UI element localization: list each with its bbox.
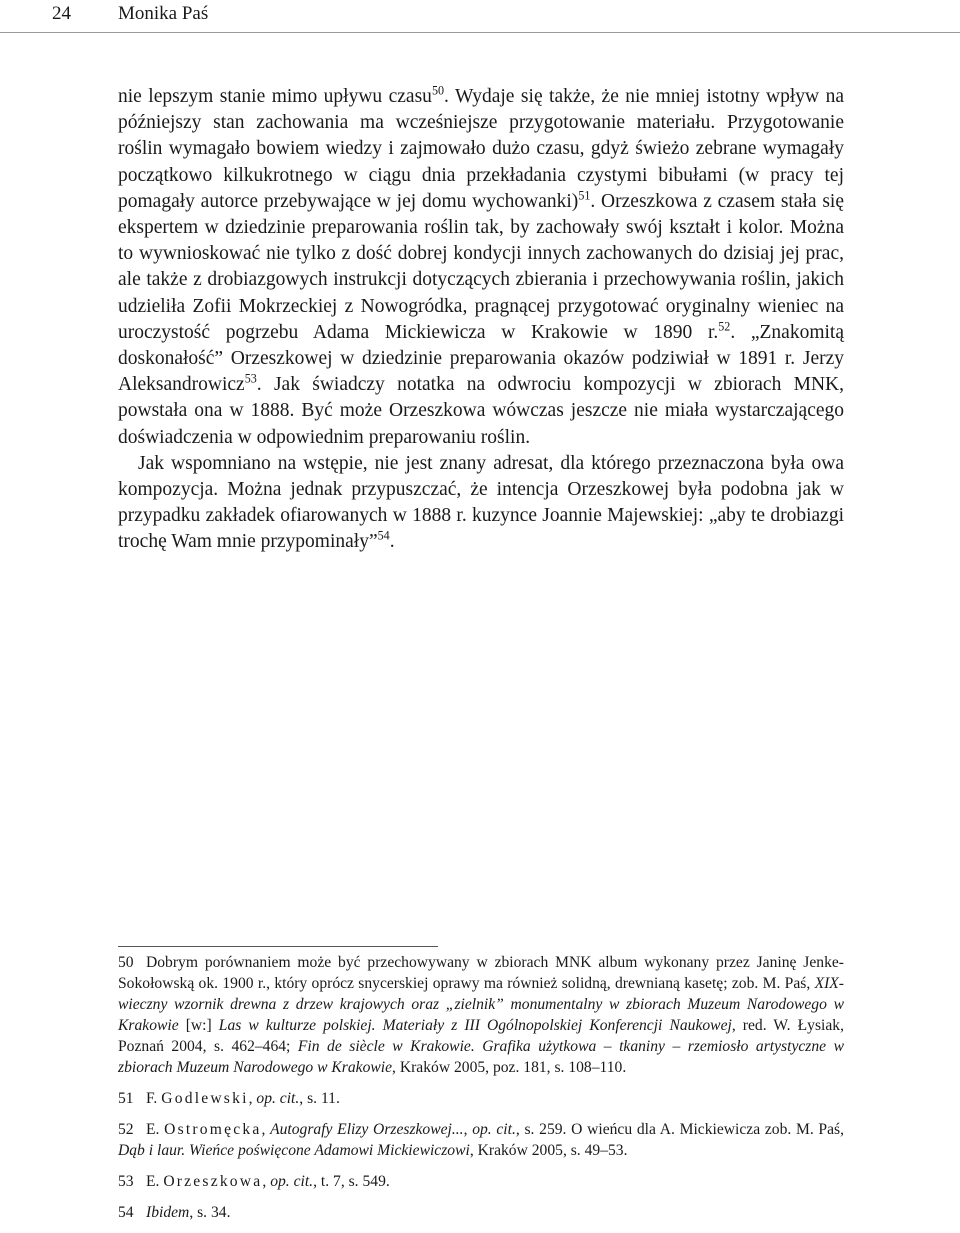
text-run: E.	[146, 1173, 164, 1190]
text-run: ,	[261, 1121, 271, 1138]
italic-title: op. cit.	[472, 1121, 516, 1138]
footnote-number: 54	[118, 1204, 134, 1221]
header-rule	[0, 32, 960, 33]
text-run: , Kraków 2005, s. 49–53.	[469, 1142, 628, 1159]
footnotes	[118, 952, 844, 1233]
text-run: , s. 34.	[189, 1204, 231, 1221]
text-run: Dobrym porównaniem może być przechowywany w zbiorach MNK album wykonany przez Janinę Jenke-Sokołowską ok. 1900 r., który oprócz snycerskiej oprawy ma również solidną, drewnianą kasetę; zob. M. Paś,	[118, 954, 844, 992]
footnote-number: 51	[118, 1090, 134, 1107]
running-header	[0, 0, 960, 34]
footnote-ref-50[interactable]: 50	[431, 83, 445, 98]
footnote-54	[118, 1202, 844, 1223]
text-run: , red. W. Łysiak, Poznań 2004, s. 462–464;	[118, 1017, 844, 1055]
text-run: , s. 11.	[299, 1090, 340, 1107]
text-run: . Wydaje się także, że nie mniej istotny wpływ na późniejszy stan zachowania ma wcześniejsze przygotowanie materiału. Przygotowanie roślin wymagało bowiem wiedzy i zajmowało dużo czasu, gdyż świeżo zebrane wymagały początkowo kilkukrotnego w ciągu dnia przekładania czystymi bibułami (w pracy tej pomagały autorce przebywające w jej domu wychowanki)	[118, 86, 844, 212]
footnote-number: 53	[118, 1173, 134, 1190]
footnote-ref-53[interactable]: 53	[244, 371, 257, 386]
body-paragraph-2	[118, 451, 844, 556]
spaced-author-name: Ostromęcka	[164, 1121, 262, 1138]
footnote-separator	[118, 946, 438, 947]
italic-title: XIX-wieczny wzornik drewna z drzew krajowych oraz „zielnik” monumentalny w zbiorach Muzeum Narodowego w Krakowie	[118, 975, 844, 1034]
italic-title: Fin de siècle w Krakowie. Grafika użytkowa – tkaniny – rzemiosło artystyczne w zbiorach Muzeum Narodowego w Krakowie	[118, 1038, 844, 1076]
text-run: . Orzeszkowa z czasem stała się ekspertem w dziedzinie preparowania roślin tak, by zachowały swój kształt i kolor. Można to wywnioskować nie tylko z dość dobrej kondycji innych zachowanych do dzisiaj jej prac, ale także z drobiazgowych instrukcji dotyczących zbierania i przechowywania roślin, jakich udzieliła Zofii Mokrzeckiej z Nowogródka, pragnącej przygotować oryginalny wieniec na uroczystość pogrzebu Adama Mickiewicza w Krakowie w 1890 r.	[118, 190, 845, 343]
text-run: , t. 7, s. 549.	[313, 1173, 390, 1190]
footnote-50	[118, 952, 844, 1078]
text-run: E.	[146, 1121, 165, 1138]
text-run: , s. 259. O wieńcu dla A. Mickiewicza zob. M. Paś,	[515, 1121, 844, 1138]
page-number: 24	[52, 3, 71, 24]
text-run: . Jak świadczy notatka na odwrociu kompozycji w zbiorach MNK, powstała ona w 1888. Być może Orzeszkowa wówczas jeszcze nie miała wystarczającego doświadczenia w odpowiednim preparowaniu roślin.	[118, 374, 844, 448]
footnote-51	[118, 1088, 844, 1109]
text-run: Jak wspomniano na wstępie, nie jest znany adresat, dla którego przeznaczona była owa kompozycja. Można jednak przypuszczać, że intencja Orzeszkowej była podobna jak w przypadku zakładek ofiarowanych w 1888 r. kuzynce Joannie Majewskiej: „aby te drobiazgi trochę Wam mnie przypominały”	[118, 452, 844, 553]
italic-title: Autografy Elizy Orzeszkowej...	[270, 1121, 464, 1138]
text-run: ,	[262, 1173, 271, 1190]
footnote-number: 52	[118, 1121, 134, 1138]
body-text	[118, 84, 844, 556]
italic-title: op. cit.	[270, 1173, 314, 1190]
text-run: ,	[248, 1090, 257, 1107]
italic-title: Ibidem	[146, 1204, 190, 1221]
italic-title: Dąb i laur. Wieńce poświęcone Adamowi Mickiewiczowi	[118, 1142, 470, 1159]
footnote-52	[118, 1119, 844, 1161]
footnote-ref-52[interactable]: 52	[718, 319, 731, 334]
text-run: ,	[463, 1121, 473, 1138]
text-run: F.	[146, 1090, 162, 1107]
text-run: [w:]	[178, 1017, 219, 1034]
text-run: .	[389, 531, 395, 553]
italic-title: op. cit.	[256, 1090, 300, 1107]
footnote-ref-54[interactable]: 54	[377, 528, 390, 543]
italic-title: Las w kulturze polskiej. Materiały z III Ogólnopolskiej Konferencji Naukowej	[218, 1017, 732, 1034]
running-header-author: Monika Paś	[118, 3, 209, 24]
spaced-author-name: Orzeszkowa	[163, 1173, 263, 1190]
spaced-author-name: Godlewski	[161, 1090, 249, 1107]
body-paragraph-1	[118, 84, 844, 451]
footnote-number: 50	[118, 954, 134, 971]
text-run: nie lepszym stanie mimo upływu czasu	[118, 86, 432, 107]
footnote-53	[118, 1171, 844, 1192]
text-run: . „Znakomitą doskonałość” Orzeszkowej w dziedzinie preparowania okazów podziwiał w 1891 r. Jerzy Aleksandrowicz	[118, 321, 844, 396]
text-run: , Kraków 2005, poz. 181, s. 108–110.	[392, 1059, 627, 1076]
footnote-ref-51[interactable]: 51	[578, 188, 591, 203]
